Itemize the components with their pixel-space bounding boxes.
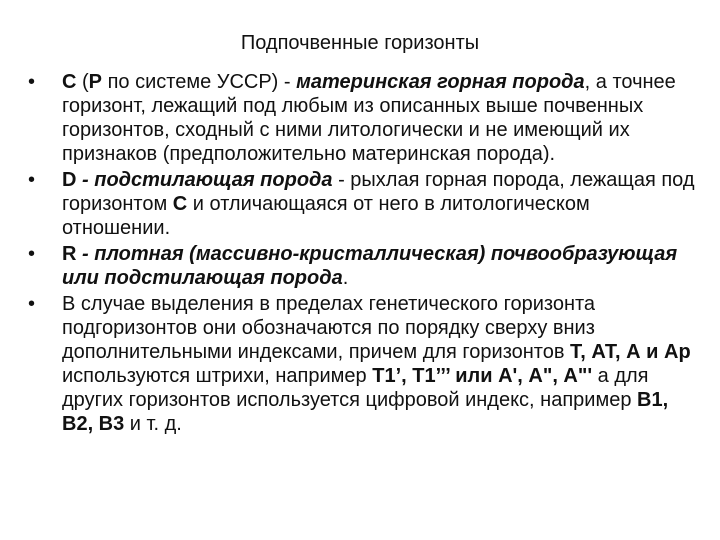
slide-title: Подпочвенные горизонты (240, 32, 480, 54)
horizon-code: D (62, 169, 77, 191)
bullet-marker: • (28, 71, 36, 93)
text-run: , а точнее горизонт, лежащий под любым из описанных выше почвенных горизонтов, сходный с ними литологически и не имеющий их признаков (предположительно материнская порода). (62, 71, 676, 165)
text-run: и т. д. (124, 413, 182, 435)
bullet-horizon-r (28, 242, 700, 290)
text-run: - рыхлая горная порода, лежащая под горизонтом (62, 169, 695, 215)
horizon-code: С (62, 71, 77, 93)
text-run: и отличающаяся от него в литологическом отношении. (62, 193, 590, 239)
horizon-code: С (172, 193, 188, 215)
bullet-list (28, 70, 700, 438)
text-run: используются штрихи, например (62, 365, 373, 387)
text-run: В случае выделения в пределах генетического горизонта подгоризонтов они обозначаются по порядку сверху вниз дополнительными индексами, причем для горизонтов (62, 293, 596, 363)
horizon-code: В1, В2, В3 (62, 389, 669, 435)
horizon-code: Р (88, 71, 103, 93)
emphasis-term: материнская горная порода (296, 71, 585, 93)
bullet-marker: • (28, 293, 36, 315)
bullet-marker: • (28, 169, 36, 191)
bullet-horizon-c (28, 70, 700, 166)
bullet-subhorizons (28, 292, 700, 436)
text-run: а для других горизонтов используется цифровой индекс, например (62, 365, 649, 411)
emphasis-term: - подстилающая порода (76, 169, 333, 191)
horizon-code: Т, АТ, А и Ар (570, 341, 691, 363)
text-run: по системе УССР) - (102, 71, 297, 93)
text-run: . (342, 267, 349, 289)
emphasis-term: - плотная (массивно-кристаллическая) почвообразующая или подстилающая порода (62, 243, 678, 289)
text-run: ( (76, 71, 89, 93)
bullet-marker: • (28, 243, 36, 265)
bullet-horizon-d (28, 168, 700, 240)
horizon-code: R (62, 243, 77, 265)
horizon-code: Т1’, Т1’’’ или А', А", А"' (372, 365, 593, 387)
